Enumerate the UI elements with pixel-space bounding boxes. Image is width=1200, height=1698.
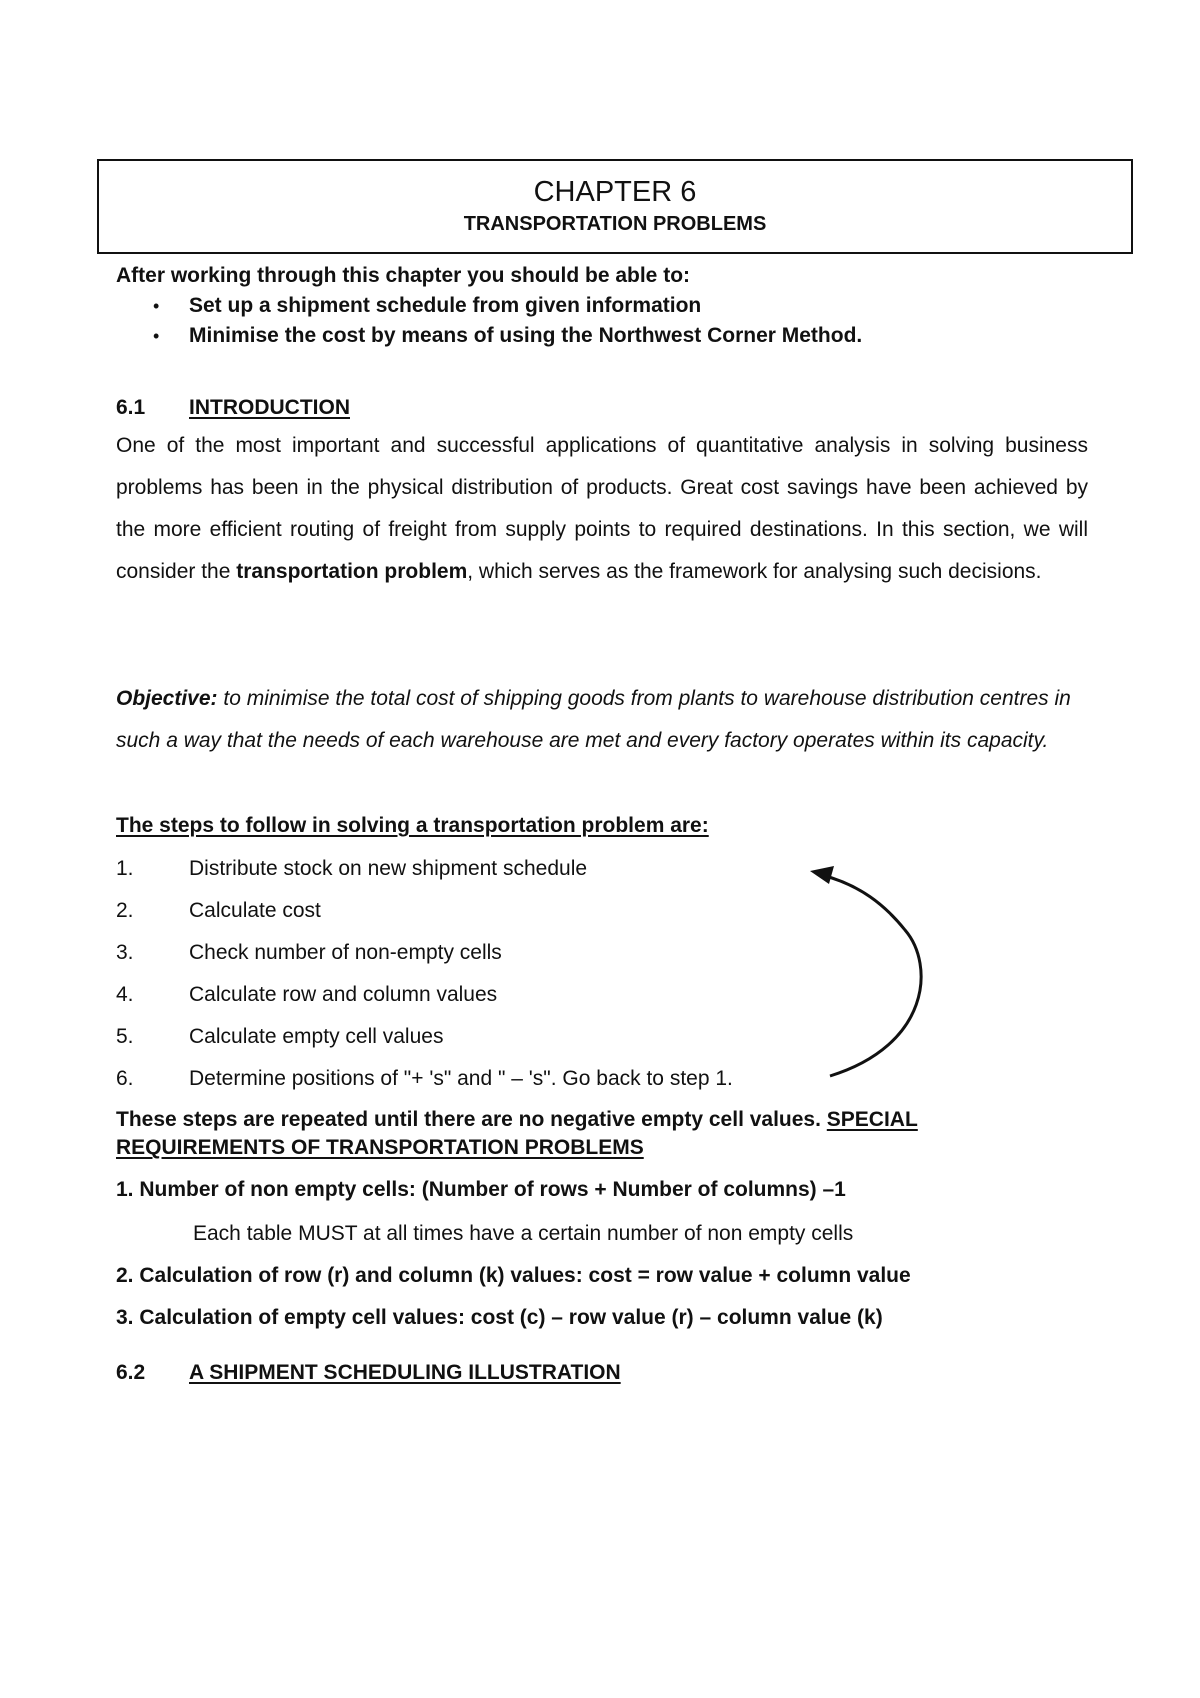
- bullet-icon: •: [153, 296, 160, 316]
- outcome-item: Set up a shipment schedule from given information: [189, 294, 702, 317]
- requirement-note: Each table MUST at all times have a certain number of non empty cells: [193, 1222, 854, 1245]
- requirement-item: 3. Calculation of empty cell values: cost (c) – row value (r) – column value (k): [116, 1306, 883, 1329]
- step-number: 1.: [116, 857, 134, 880]
- special-heading-part2: REQUIREMENTS OF TRANSPORTATION PROBLEMS: [116, 1136, 644, 1159]
- requirement-item: 1. Number of non empty cells: (Number of rows + Number of columns) –1: [116, 1178, 846, 1201]
- intro-term: transportation problem: [236, 560, 468, 583]
- section-title: INTRODUCTION: [189, 396, 350, 419]
- step-text: Calculate row and column values: [189, 983, 498, 1006]
- chapter-title: CHAPTER 6: [533, 176, 697, 208]
- step-number: 5.: [116, 1025, 134, 1048]
- step-number: 4.: [116, 983, 134, 1006]
- step-number: 3.: [116, 941, 134, 964]
- step-text: Check number of non-empty cells: [189, 941, 502, 964]
- intro-text-2: , which serves as the framework for analysing such decisions.: [467, 560, 1042, 583]
- intro-text-1: One of the most important and successful applications of quantitative analysis in solving business problems has been in the physical distribution of products. Great cost savings have been achieved by the more efficient routing of freight from supply points to required destinations. In this section, we will consider the: [116, 434, 1088, 583]
- section-number: 6.1: [116, 396, 146, 419]
- step-text: Determine positions of "+ 's" and " – 's". Go back to step 1.: [189, 1067, 733, 1090]
- requirement-item: 2. Calculation of row (r) and column (k) values: cost = row value + column value: [116, 1264, 911, 1287]
- step-number: 2.: [116, 899, 134, 922]
- step-text: Calculate cost: [189, 899, 321, 922]
- section-number: 6.2: [116, 1361, 146, 1384]
- objective-text: to minimise the total cost of shipping goods from plants to warehouse distribution centres in such a way that the needs of each warehouse are met and every factory operates within its capacity.: [116, 687, 1071, 752]
- chapter-subtitle: TRANSPORTATION PROBLEMS: [463, 213, 767, 235]
- repeat-note: [116, 1108, 918, 1132]
- outcome-item: Minimise the cost by means of using the Northwest Corner Method.: [189, 324, 863, 347]
- repeat-note-text: These steps are repeated until there are no negative empty cell values.: [116, 1108, 827, 1131]
- steps-heading: The steps to follow in solving a transportation problem are:: [116, 814, 709, 837]
- objective-label: Objective:: [116, 687, 218, 710]
- step-text: Calculate empty cell values: [189, 1025, 444, 1048]
- step-number: 6.: [116, 1067, 134, 1090]
- bullet-icon: •: [153, 326, 160, 346]
- outcomes-lead: After working through this chapter you should be able to:: [116, 264, 691, 287]
- step-text: Distribute stock on new shipment schedule: [189, 857, 588, 880]
- section-title: A SHIPMENT SCHEDULING ILLUSTRATION: [189, 1361, 621, 1384]
- special-heading-part1: SPECIAL: [826, 1108, 918, 1131]
